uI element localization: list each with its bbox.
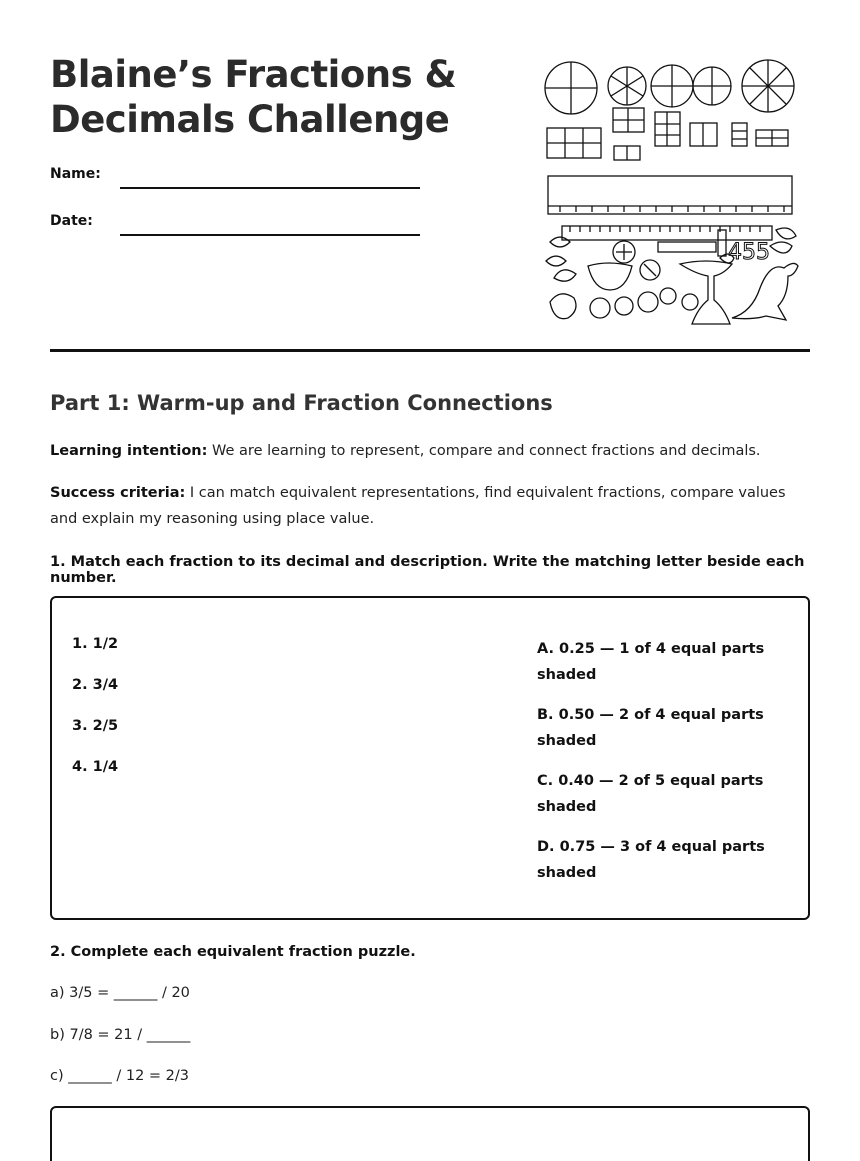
learning-intention — [50, 438, 810, 464]
fraction-item: 3. 2/5 — [72, 718, 119, 734]
date-label: Date: — [50, 213, 93, 229]
fraction-item: 4. 1/4 — [72, 759, 119, 775]
decimal-item: C. 0.40 — 2 of 5 equal parts shaded — [537, 773, 764, 815]
fraction-list — [72, 636, 118, 800]
page-title: Blaine’s Fractions & Decimals Challenge — [50, 53, 457, 141]
learning-intention-text: We are learning to represent, compare and connect fractions and decimals. — [207, 443, 761, 459]
success-criteria — [50, 480, 790, 532]
name-field[interactable] — [120, 187, 420, 189]
measuring-ruler — [562, 226, 772, 265]
fraction-item: 1. 1/2 — [72, 636, 119, 652]
part1-heading: Part 1: Warm-up and Fraction Connections — [50, 391, 553, 415]
question-1-prompt: 1. Match each fraction to its decimal and description. Write the matching letter beside each number. — [50, 554, 805, 586]
fraction-rectangles — [547, 108, 788, 160]
section-divider — [50, 349, 810, 352]
ruler — [548, 176, 792, 214]
decimal-item: D. 0.75 — 3 of 4 equal parts shaded — [537, 839, 765, 881]
matching-box — [50, 596, 810, 920]
question-2-prompt: 2. Complete each equivalent fraction puzzle. — [50, 944, 416, 960]
fractions-illustration — [540, 56, 802, 326]
decimal-list — [537, 636, 777, 900]
puzzle-item[interactable]: a) 3/5 = ______ / 20 — [50, 985, 190, 1001]
puzzle-item[interactable]: c) ______ / 12 = 2/3 — [50, 1068, 189, 1084]
decimal-item: B. 0.50 — 2 of 4 equal parts shaded — [537, 707, 764, 749]
name-label: Name: — [50, 166, 101, 182]
answer-box[interactable] — [50, 1106, 810, 1161]
decimal-item: A. 0.25 — 1 of 4 equal parts shaded — [537, 641, 765, 683]
fraction-item: 2. 3/4 — [72, 677, 119, 693]
success-criteria-label: Success criteria: — [50, 485, 186, 501]
puzzle-item[interactable]: b) 7/8 = 21 / ______ — [50, 1027, 191, 1043]
fraction-circles — [545, 60, 794, 114]
illustration-number: 455 — [728, 240, 770, 265]
date-field[interactable] — [120, 234, 420, 236]
success-criteria-text: I can match equivalent representations, find equivalent fractions, compare values and explain my reasoning using place value. — [50, 485, 786, 527]
learning-intention-label: Learning intention: — [50, 443, 208, 459]
